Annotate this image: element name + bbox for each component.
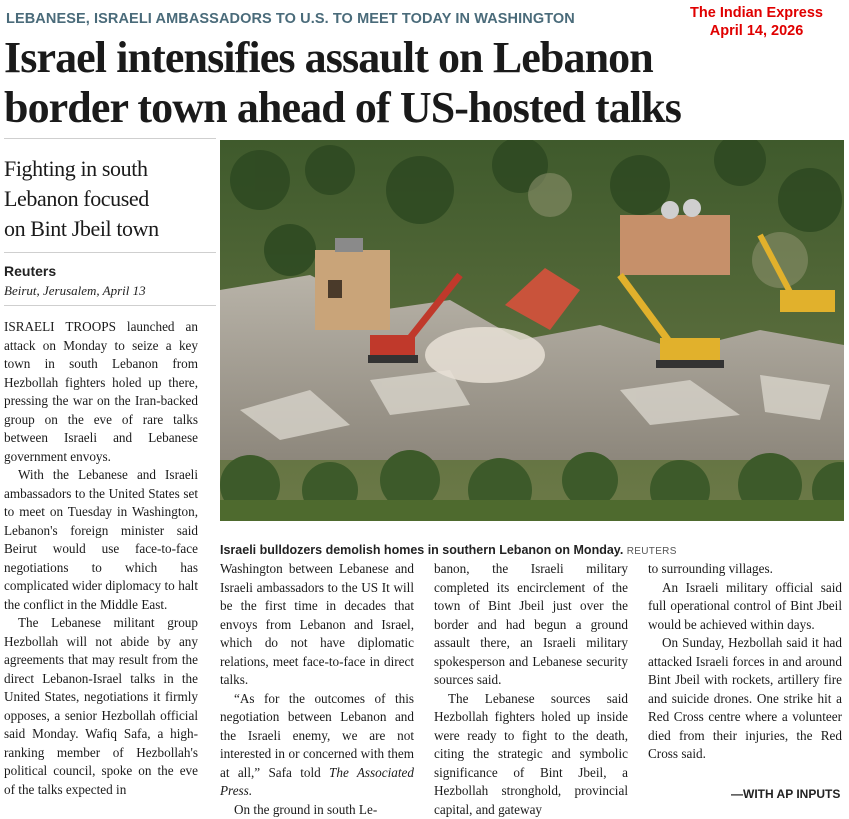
paragraph: With the Lebanese and Israeli ambassadors to the United States set to meet on Tuesday in Washington, Lebanon's foreign minister said Beirut would use face-to-face negotiations to which has complicated wider diplomacy to halt the conflict in the Middle East. <box>4 466 198 614</box>
headline <box>4 33 681 133</box>
paragraph: On Sunday, Hezbollah said it had attacked Israeli forces in and around Bint Jbeil with rockets, artillery fire and suicide drones. One strike hit a Red Cross centre where a volunteer died from their injuries, the Red Cross said. <box>648 634 842 764</box>
paragraph: Washington between Lebanese and Israeli ambassadors to the US It will be the first time in decades that envoys from Lebanon and Israel, which do not have diplomatic relations, meet face-to-face in direct talks. <box>220 560 414 690</box>
photo-caption <box>220 543 677 557</box>
photo-credit: REUTERS <box>627 546 677 557</box>
news-photo <box>220 140 844 521</box>
headline-line-1: Israel intensifies assault on Lebanon <box>4 33 681 83</box>
article-column-2 <box>220 560 414 819</box>
subhead-line-3: on Bint Jbeil town <box>4 214 214 244</box>
source-stamp <box>690 4 823 40</box>
paragraph: ISRAELI TROOPS launched an attack on Monday to seize a key town in south Lebanon from Hezbollah fighters holed up there, pressing the war on the Iran-backed group on the eve of rare talks between Israeli and Lebanese government envoys. <box>4 318 198 466</box>
quote-text: “As for the outcomes of this negotiation between Lebanon and the Israeli enemy, we are not interested in or concerned with them at all,” Safa told <box>220 691 414 780</box>
publication-reference: The Associated Press. <box>220 765 414 799</box>
publication-name: The Indian Express <box>690 4 823 22</box>
byline-rule <box>4 305 216 306</box>
article-column-3 <box>434 560 628 819</box>
subhead-line-2: Lebanon focused <box>4 184 214 214</box>
subhead-line-1: Fighting in south <box>4 154 214 184</box>
article-column-4 <box>648 560 842 764</box>
subhead-rule <box>4 252 216 253</box>
headline-line-2: border town ahead of US-hosted talks <box>4 83 681 133</box>
paragraph: On the ground in south Le- <box>220 801 414 819</box>
kicker: LEBANESE, ISRAELI AMBASSADORS TO U.S. TO MEET TODAY IN WASHINGTON <box>6 11 575 27</box>
paragraph: banon, the Israeli military completed its encirclement of the town of Bint Jbeil just over the border and had begun a ground assault there, an Israeli military spokesperson and Lebanese security sources said. <box>434 560 628 690</box>
subhead <box>4 154 214 244</box>
caption-text: Israeli bulldozers demolish homes in southern Lebanon on Monday. <box>220 543 623 557</box>
paragraph <box>220 690 414 801</box>
article-column-1 <box>4 318 198 799</box>
publication-date: April 14, 2026 <box>690 22 823 40</box>
demolition-scene-image <box>220 140 844 521</box>
paragraph: The Lebanese sources said Hezbollah fighters holed up inside were ready to fight to the death, citing the strategic and symbolic significance of Bint Jbeil, a Hezbollah stronghold, provincial capital, and gateway <box>434 690 628 819</box>
dateline: Beirut, Jerusalem, April 13 <box>4 283 146 299</box>
paragraph: to surrounding villages. <box>648 560 842 579</box>
paragraph: The Lebanese militant group Hezbollah will not abide by any agreements that may result from the direct Lebanon-Israel talks in the United States, negotiations it firmly opposes, a senior Hezbollah official said Monday. Wafiq Safa, a high-ranking member of Hezbollah's political council, spoke on the eve of the talks expected in <box>4 614 198 799</box>
paragraph: An Israeli military official said full operational control of Bint Jbeil would be achieved within days. <box>648 579 842 635</box>
headline-rule <box>4 138 216 139</box>
agency-byline: Reuters <box>4 263 56 279</box>
wire-signoff: —WITH AP INPUTS <box>731 787 840 801</box>
